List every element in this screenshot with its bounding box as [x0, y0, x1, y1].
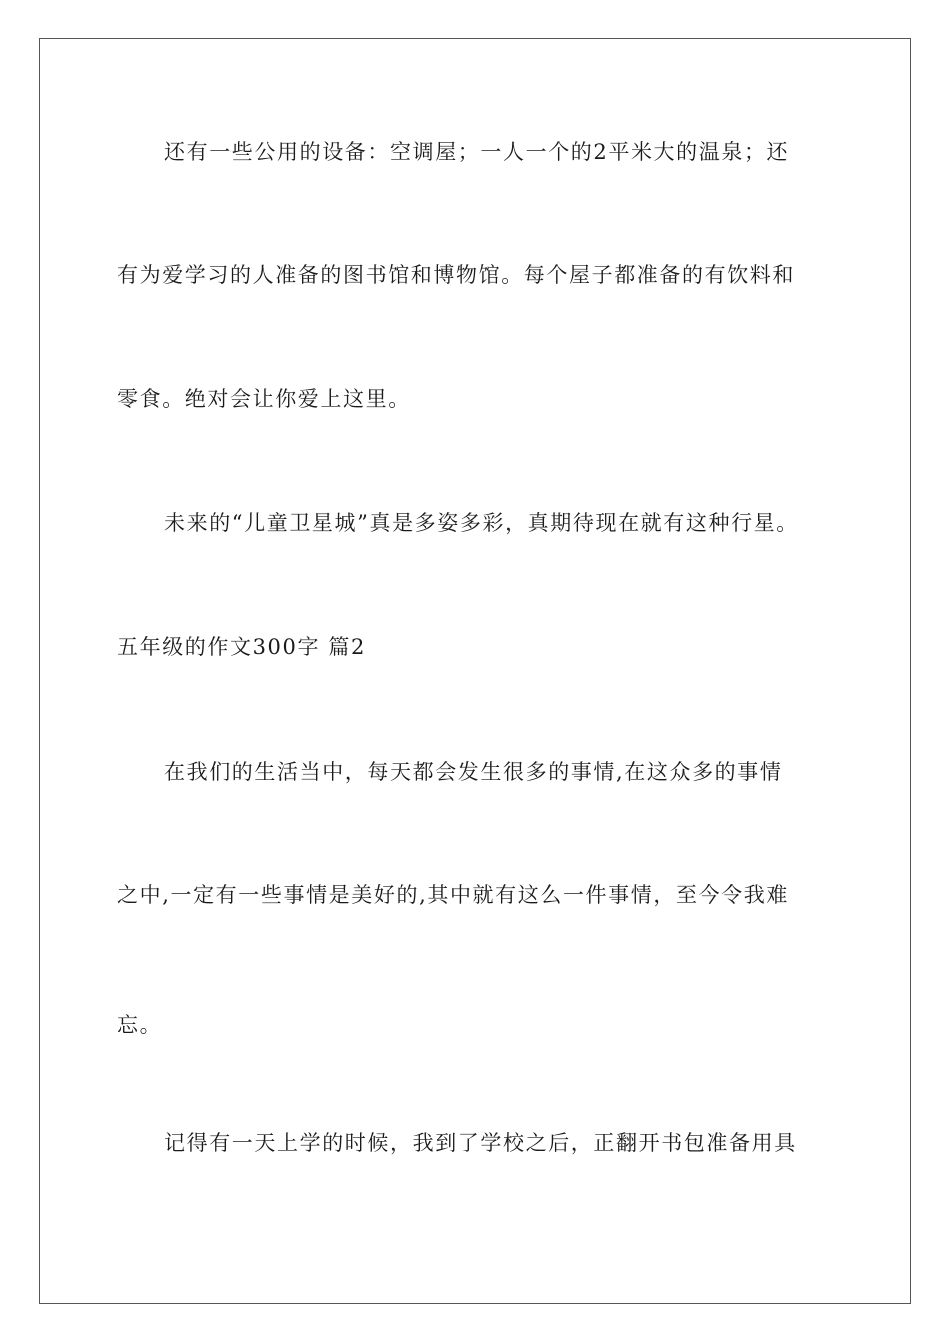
paragraph-line: 还有一些公用的设备：空调屋；一人一个的2平米大的温泉；还 — [164, 140, 790, 164]
paragraph-line: 未来的“儿童卫星城”真是多姿多彩，真期待现在就有这种行星。 — [164, 511, 799, 535]
paragraph-line: 忘。 — [117, 1013, 163, 1037]
paragraph-line: 零食。绝对会让你爱上这里。 — [117, 387, 411, 411]
paragraph-line: 之中,一定有一些事情是美好的,其中就有这么一件事情，至今令我难 — [117, 883, 789, 907]
paragraph-line: 有为爱学习的人准备的图书馆和博物馆。每个屋子都准备的有饮料和 — [117, 263, 795, 287]
paragraph-line: 记得有一天上学的时候，我到了学校之后，正翻开书包准备用具 — [164, 1131, 797, 1155]
page-border — [39, 38, 911, 1304]
section-heading: 五年级的作文300字 篇2 — [117, 635, 366, 659]
paragraph-line: 在我们的生活当中，每天都会发生很多的事情,在这众多的事情 — [164, 760, 783, 784]
